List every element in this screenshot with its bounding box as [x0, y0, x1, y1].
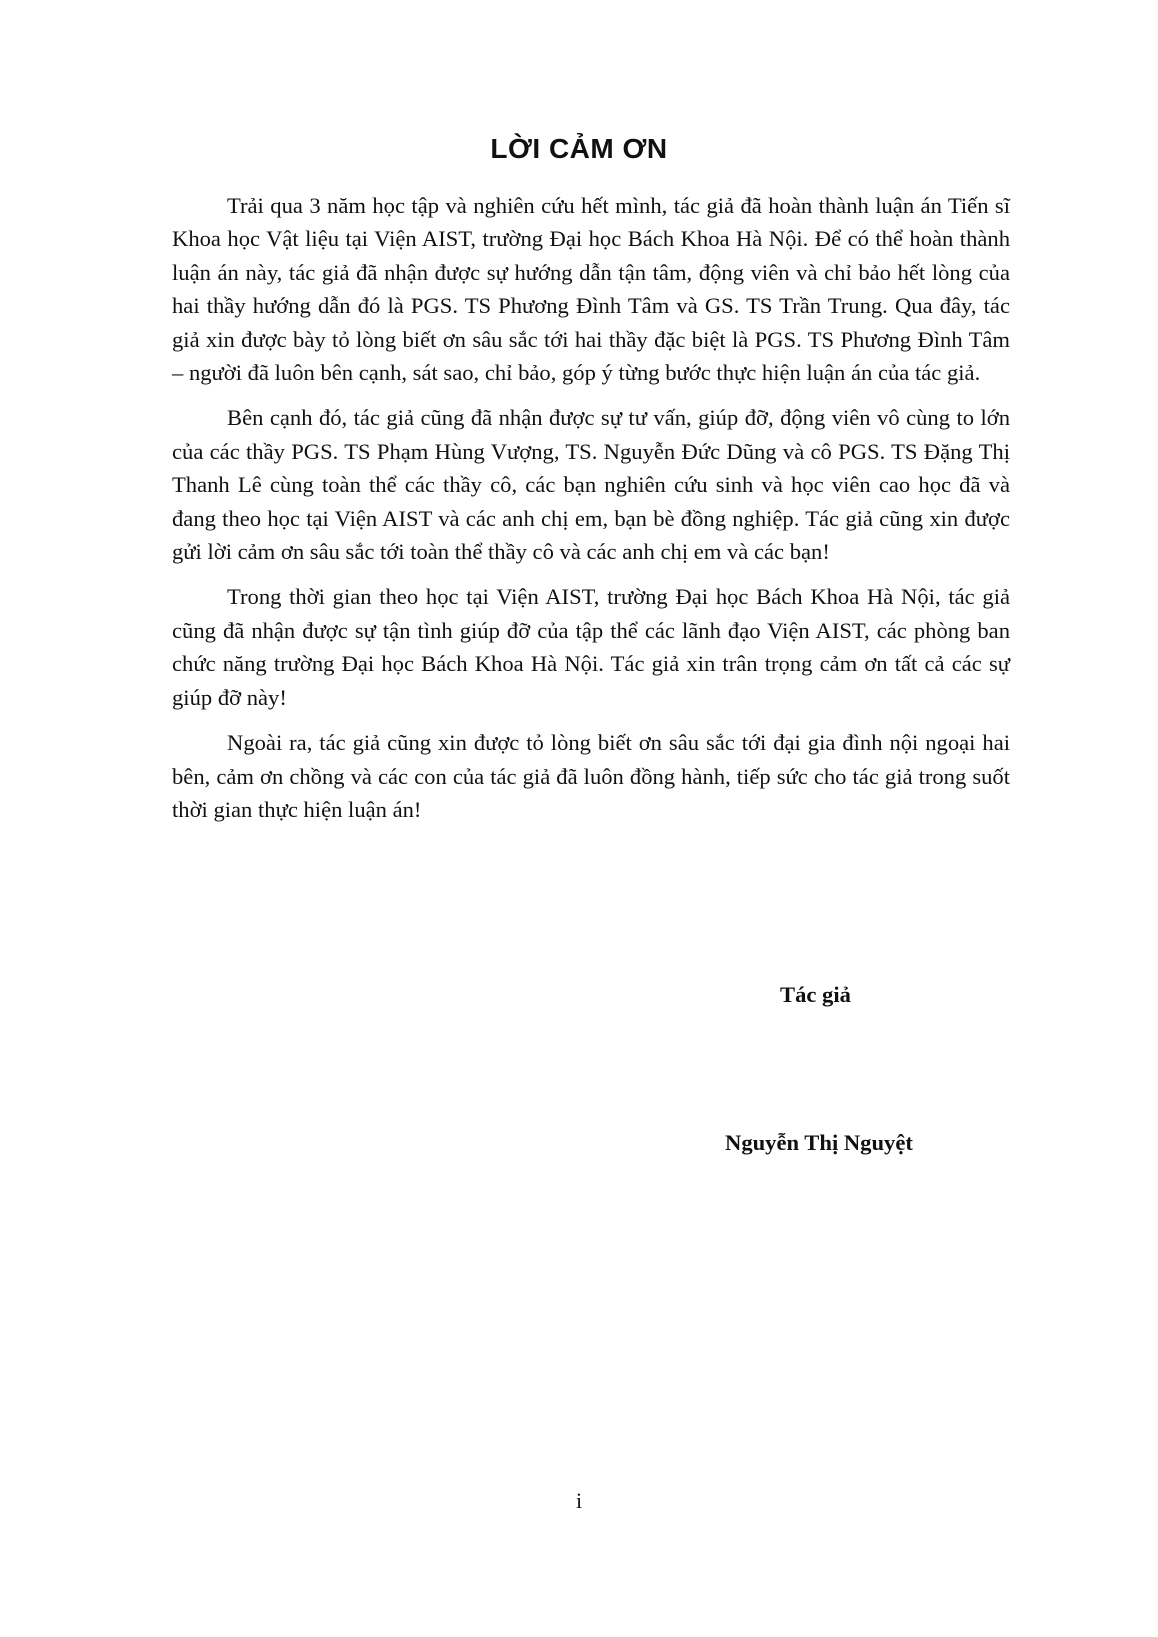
- acknowledgement-body: [172, 189, 1010, 838]
- paragraph-2: Bên cạnh đó, tác giả cũng đã nhận được sự tư vấn, giúp đỡ, động viên vô cùng to lớn của các thầy PGS. TS Phạm Hùng Vượng, TS. Nguyễn Đức Dũng và cô PGS. TS Đặng Thị Thanh Lê cùng toàn thể các thầy cô, các bạn nghiên cứu sinh và học viên cao học đã và đang theo học tại Viện AIST và các anh chị em, bạn bè đồng nghiệp. Tác giả cũng xin được gửi lời cảm ơn sâu sắc tới toàn thể thầy cô và các anh chị em và các bạn!: [172, 405, 1010, 565]
- author-role: Tác giả: [780, 982, 851, 1007]
- page-title: LỜI CẢM ƠN: [490, 133, 668, 164]
- author-name: Nguyễn Thị Nguyệt: [725, 1130, 913, 1155]
- paragraph-1: Trải qua 3 năm học tập và nghiên cứu hết mình, tác giả đã hoàn thành luận án Tiến sĩ Khoa học Vật liệu tại Viện AIST, trường Đại học Bách Khoa Hà Nội. Để có thể hoàn thành luận án này, tác giả đã nhận được sự hướng dẫn tận tâm, động viên và chỉ bảo hết lòng của hai thầy hướng dẫn đó là PGS. TS Phương Đình Tâm và GS. TS Trần Trung. Qua đây, tác giả xin được bày tỏ lòng biết ơn sâu sắc tới hai thầy đặc biệt là PGS. TS Phương Đình Tâm – người đã luôn bên cạnh, sát sao, chỉ bảo, góp ý từng bước thực hiện luận án của tác giả.: [172, 193, 1010, 386]
- paragraph-3: Trong thời gian theo học tại Viện AIST, trường Đại học Bách Khoa Hà Nội, tác giả cũng đã nhận được sự tận tình giúp đỡ của tập thể các lãnh đạo Viện AIST, các phòng ban chức năng trường Đại học Bách Khoa Hà Nội. Tác giả xin trân trọng cảm ơn tất cả các sự giúp đỡ này!: [172, 584, 1010, 710]
- paragraph-4: Ngoài ra, tác giả cũng xin được tỏ lòng biết ơn sâu sắc tới đại gia đình nội ngoại hai bên, cảm ơn chồng và các con của tác giả đã luôn đồng hành, tiếp sức cho tác giả trong suốt thời gian thực hiện luận án!: [172, 730, 1010, 822]
- page-number: i: [575, 1488, 583, 1513]
